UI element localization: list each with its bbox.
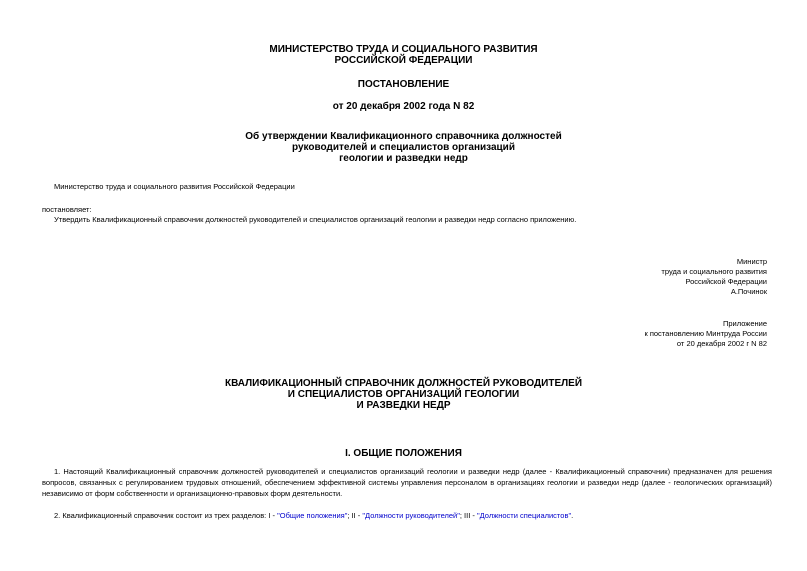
signature-line2: труда и социального развития xyxy=(661,267,767,276)
decides-text: постановляет: xyxy=(42,205,92,214)
ministry-title-line1: МИНИСТЕРСТВО ТРУДА И СОЦИАЛЬНОГО РАЗВИТИЯ xyxy=(269,44,538,55)
paragraph-2-prefix: 2. Квалификационный справочник состоит из трех разделов: I - xyxy=(54,511,278,520)
appendix-line1: Приложение xyxy=(723,319,767,328)
paragraph-2 xyxy=(54,510,573,521)
approve-text: Утвердить Квалификационный справочник должностей руководителей и специалистов организаций геологии и разведки недр согласно приложению. xyxy=(54,215,577,224)
section-title: I. ОБЩИЕ ПОЛОЖЕНИЯ xyxy=(345,448,462,459)
handbook-title-line2: И СПЕЦИАЛИСТОВ ОРГАНИЗАЦИЙ ГЕОЛОГИИ xyxy=(287,389,520,400)
handbook-title-line1: КВАЛИФИКАЦИОННЫЙ СПРАВОЧНИК ДОЛЖНОСТЕЙ РУКОВОДИТЕЛЕЙ xyxy=(224,378,583,389)
appendix-line3: от 20 декабря 2002 г N 82 xyxy=(676,339,767,348)
document-type: ПОСТАНОВЛЕНИЕ xyxy=(357,79,450,90)
handbook-title-line3: И РАЗВЕДКИ НЕДР xyxy=(356,400,451,411)
paragraph-2-end: . xyxy=(571,511,574,520)
signature-line1: Министр xyxy=(736,257,767,266)
appendix-line2: к постановлению Минтруда России xyxy=(644,329,767,338)
signature-name: А.Починок xyxy=(730,287,767,296)
paragraph-1: 1. Настоящий Квалификационный справочник должностей руководителей и специалистов организаций геологии и разведки недр (далее - Квалификационный справочник) предназначен для решения вопросов, связанных с регулированием трудовых отношений, обеспечением эффективной системы управления персоналом в организациях геологии и разведки недр (далее - геологических организаций) независимо от форм собственности и организационно-правовых форм деятельности. xyxy=(42,467,772,498)
issuer-text: Министерство труда и социального развития Российской Федерации xyxy=(54,182,295,191)
link-general-provisions[interactable]: "Общие положения" xyxy=(277,511,348,520)
subject-line3: геологии и разведки недр xyxy=(339,153,468,164)
subject-line2: руководителей и специалистов организаций xyxy=(292,142,515,153)
link-specialist-positions[interactable]: "Должности специалистов" xyxy=(476,511,572,520)
link-manager-positions[interactable]: "Должности руководителей" xyxy=(362,511,460,520)
paragraph-2-sep2: ; III - xyxy=(459,511,477,520)
signature-line3: Российской Федерации xyxy=(685,277,767,286)
paragraph-2-sep1: ; II - xyxy=(347,511,363,520)
document-date: от 20 декабря 2002 года N 82 xyxy=(332,101,475,112)
subject-line1: Об утверждении Квалификационного справочника должностей xyxy=(245,131,562,142)
ministry-title-line2: РОССИЙСКОЙ ФЕДЕРАЦИИ xyxy=(334,55,473,66)
